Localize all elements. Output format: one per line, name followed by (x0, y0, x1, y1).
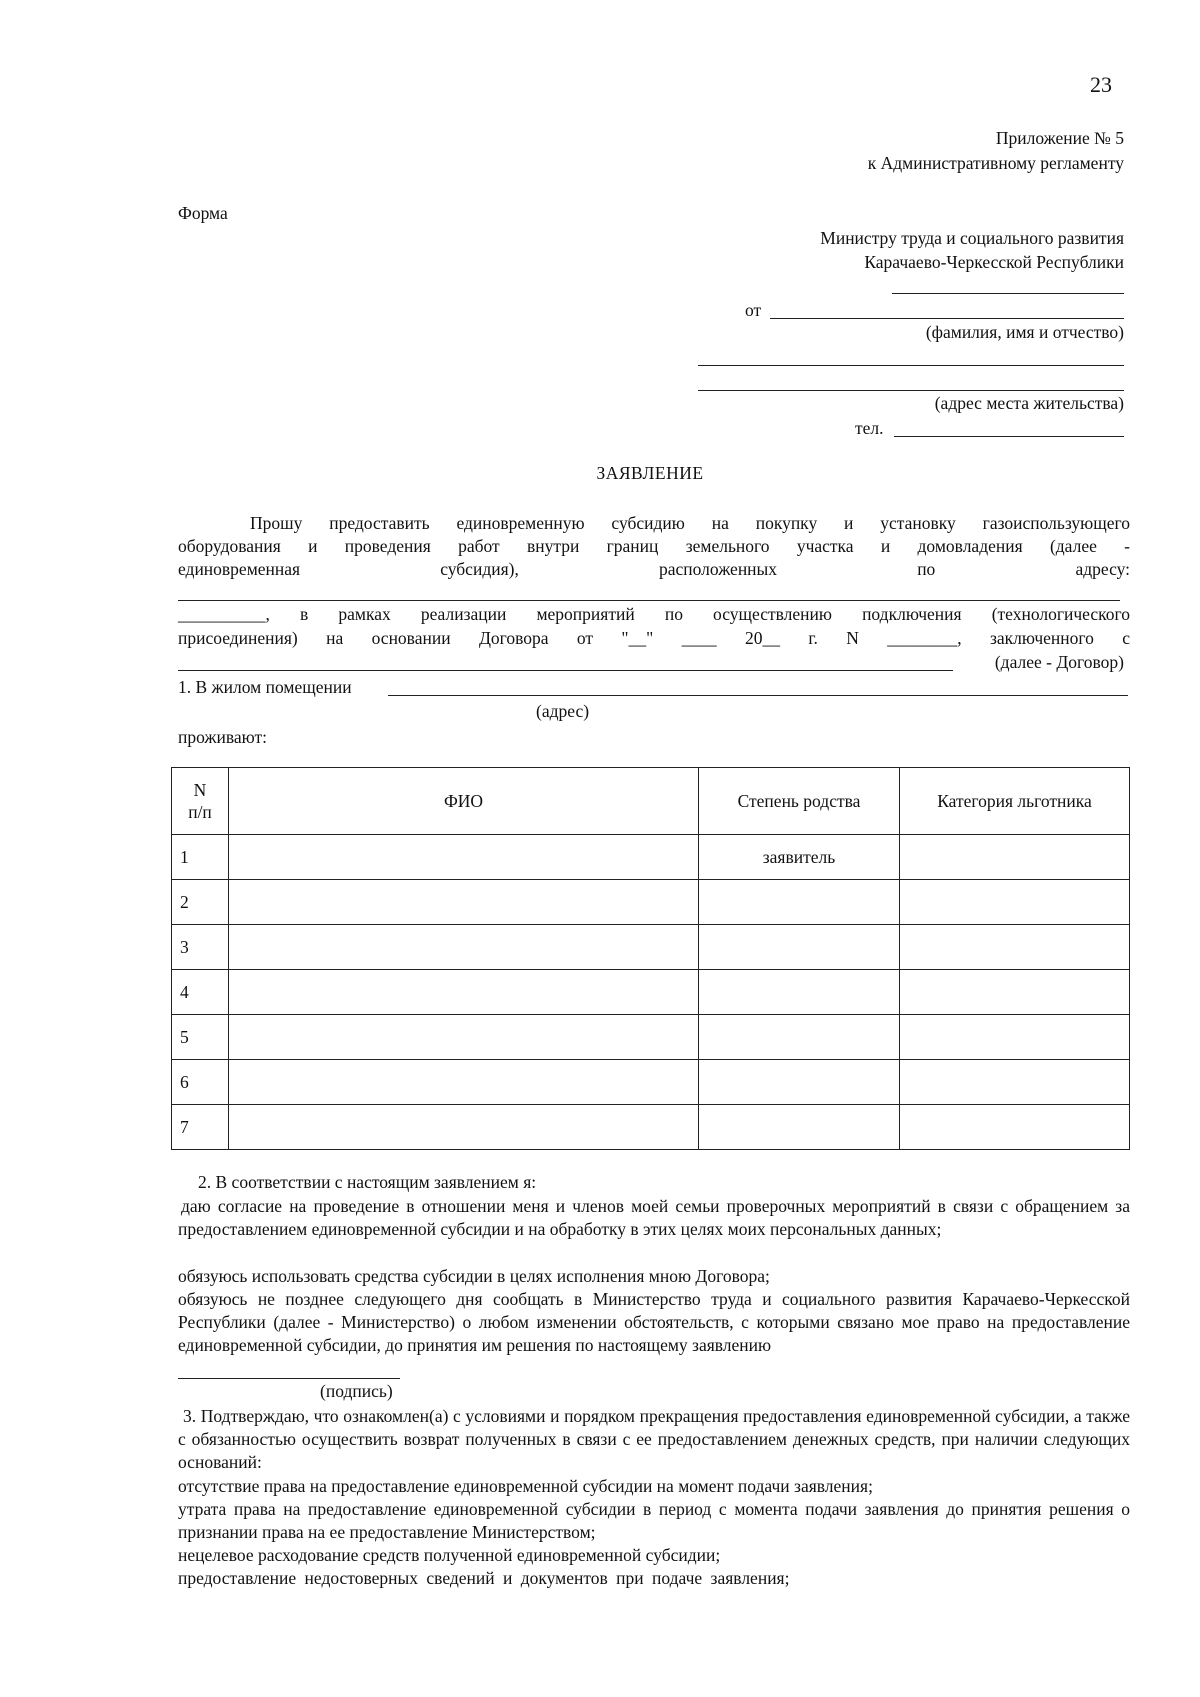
address-caption: (адрес места жительства) (934, 393, 1124, 413)
table-row (172, 970, 1130, 1015)
form-label: Форма (178, 203, 228, 223)
row-number: 1 (172, 835, 229, 880)
table-row (172, 1015, 1130, 1060)
fio-cell[interactable] (229, 880, 699, 925)
row-number: 6 (172, 1060, 229, 1105)
appendix-line-2: к Административному регламенту (867, 153, 1124, 173)
dwelling-address-line[interactable] (388, 695, 1128, 696)
relation-cell[interactable]: заявитель (699, 835, 900, 880)
relation-cell[interactable] (699, 1060, 900, 1105)
section2-obligation-1: обязуюсь использовать средства субсидии в целях исполнения мною Договора; (178, 1266, 770, 1286)
address-input-line-2[interactable] (698, 390, 1124, 391)
contract-party-line[interactable] (178, 670, 953, 671)
section3-ground-2: утрата права на предоставление единовременной субсидии в период с момента подачи заявления до принятия решения о признании права на ее предоставление Министерством; (178, 1499, 1130, 1542)
relation-cell[interactable] (699, 1105, 900, 1150)
signature-line[interactable] (178, 1378, 400, 1379)
header-number: N п/п (172, 768, 229, 835)
living-label: проживают: (178, 727, 268, 747)
table-row (172, 880, 1130, 925)
addressee-blank-line (892, 293, 1124, 294)
relation-cell[interactable] (699, 970, 900, 1015)
addressee-line-2: Карачаево-Черкесской Республики (864, 252, 1124, 272)
section2-obligation-2: обязуюсь не позднее следующего дня сообщать в Министерство труда и социального развития Карачаево-Черкесской Республики (далее - Министерство) о любом изменении обстоятельств, с которыми связано мое право на предоставление единовременной субсидии, до принятия им решения по настоящему заявлению (178, 1289, 1130, 1355)
phone-label: тел. (855, 418, 884, 438)
fio-cell[interactable] (229, 1060, 699, 1105)
header-relation: Степень родства (699, 768, 900, 835)
intro-line-6: (далее - Договор) (994, 652, 1124, 672)
section3-intro: 3. Подтверждаю, что ознакомлен(а) с условиями и порядком прекращения предоставления единовременной субсидии, а также с обязанностью осуществить возврат полученных в связи с ее предоставлением денежных средств, при наличии следующих оснований: (178, 1406, 1130, 1472)
table-row (172, 1105, 1130, 1150)
relation-cell[interactable] (699, 880, 900, 925)
section2-consent: даю согласие на проведение в отношении меня и членов моей семьи проверочных мероприятий в связи с обращением за предоставлением единовременной субсидии и на обработку в этих целях моих персональных данных; (178, 1196, 1130, 1239)
fio-cell[interactable] (229, 970, 699, 1015)
row-number: 2 (172, 880, 229, 925)
category-cell[interactable] (900, 1105, 1130, 1150)
category-cell[interactable] (900, 925, 1130, 970)
row-number: 7 (172, 1105, 229, 1150)
category-cell[interactable] (900, 835, 1130, 880)
table-header-row (172, 768, 1130, 835)
row-number: 5 (172, 1015, 229, 1060)
table-row (172, 925, 1130, 970)
residents-table (171, 767, 1130, 1150)
phone-input-line[interactable] (894, 436, 1124, 437)
category-cell[interactable] (900, 880, 1130, 925)
fio-cell[interactable] (229, 1105, 699, 1150)
addressee-line-1: Министру труда и социального развития (820, 228, 1124, 248)
intro-line-2: оборудования и проведения работ внутри границ земельного участка и домовладения (далее - (178, 536, 1130, 556)
section3-ground-4: предоставление недостоверных сведений и документов при подаче заявления; (178, 1568, 790, 1588)
section1-label: 1. В жилом помещении (178, 677, 352, 697)
section2-heading: 2. В соответствии с настоящим заявлением я: (198, 1172, 537, 1192)
address-blank-line[interactable] (178, 600, 1120, 601)
fio-caption: (фамилия, имя и отчество) (925, 322, 1124, 342)
intro-line-1: Прошу предоставить единовременную субсидию на покупку и установку газоиспользующего (250, 513, 1130, 533)
intro-line-5: присоединения) на основании Договора от "__" ____ 20__ г. N ________, заключенного с (178, 628, 1130, 648)
signature-caption: (подпись) (320, 1381, 393, 1401)
relation-cell[interactable] (699, 1015, 900, 1060)
table-row (172, 835, 1130, 880)
header-category: Категория льготника (900, 768, 1130, 835)
header-fio: ФИО (229, 768, 699, 835)
section3-ground-1: отсутствие права на предоставление единовременной субсидии на момент подачи заявления; (178, 1476, 873, 1496)
table-row (172, 1060, 1130, 1105)
fio-cell[interactable] (229, 1015, 699, 1060)
relation-cell[interactable] (699, 925, 900, 970)
fio-cell[interactable] (229, 925, 699, 970)
fio-cell[interactable] (229, 835, 699, 880)
address-input-line-1[interactable] (698, 365, 1124, 366)
category-cell[interactable] (900, 970, 1130, 1015)
document-title: ЗАЯВЛЕНИЕ (596, 463, 704, 483)
section3-ground-3: нецелевое расходование средств полученной единовременной субсидии; (178, 1545, 721, 1565)
page-number: 23 (1090, 72, 1112, 97)
row-number: 4 (172, 970, 229, 1015)
dwelling-address-caption: (адрес) (536, 701, 590, 721)
category-cell[interactable] (900, 1015, 1130, 1060)
fio-input-line[interactable] (770, 318, 1124, 319)
intro-line-4: __________, в рамках реализации мероприятий по осуществлению подключения (технологического (178, 604, 1130, 624)
intro-line-3: единовременная субсидия), расположенных по адресу: (178, 559, 1130, 579)
row-number: 3 (172, 925, 229, 970)
from-label: от (745, 300, 762, 320)
category-cell[interactable] (900, 1060, 1130, 1105)
appendix-line-1: Приложение № 5 (995, 128, 1124, 148)
